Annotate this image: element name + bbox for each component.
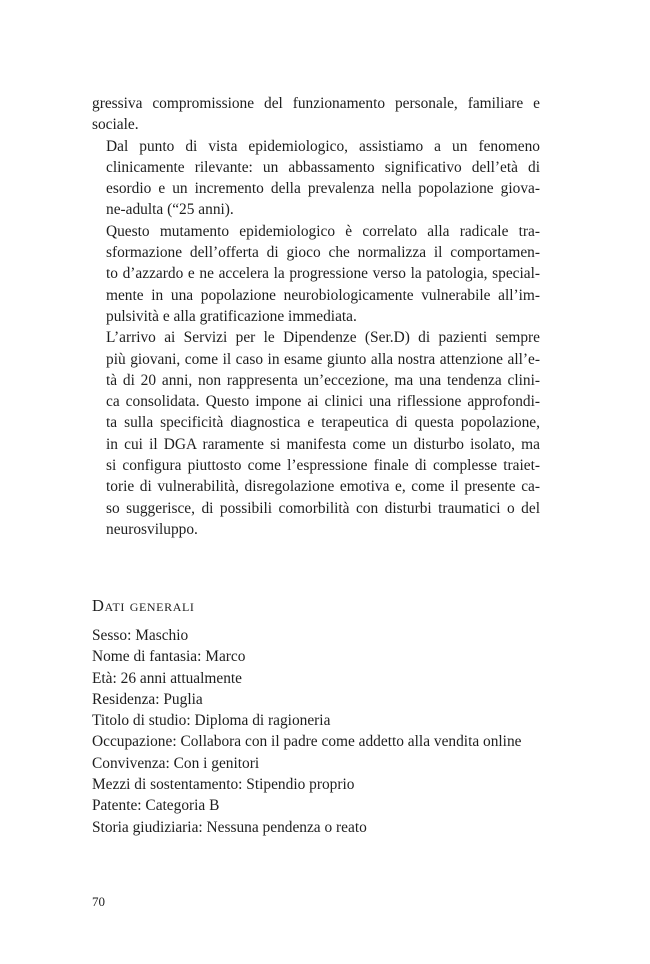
text-line: pulsività e alla gratificazione immediata. — [106, 307, 357, 325]
body-text — [92, 93, 540, 540]
text-line: sociale. — [92, 116, 139, 134]
body-paragraph — [92, 136, 540, 221]
text-line: neurosviluppo. — [106, 520, 198, 538]
text-line: più giovani, come il caso in esame giunto alla nostra attenzione all’e- — [106, 350, 540, 368]
text-line: Dal punto di vista epidemiologico, assistiamo a un fenomeno — [106, 137, 540, 155]
list-item-occupation: Occupazione: Collabora con il padre come addetto alla vendita online — [92, 733, 522, 751]
text-line: clinicamente rilevante: un abbassamento significativo dell’età di — [106, 158, 540, 176]
text-line: in cui il DGA raramente si manifesta come un disturbo isolato, ma — [106, 435, 540, 453]
text-line: mente in una popolazione neurobiologicamente vulnerabile all’im- — [106, 286, 540, 304]
list-item-income: Mezzi di sostentamento: Stipendio proprio — [92, 776, 355, 794]
text-line: L’arrivo ai Servizi per le Dipendenze (Ser.D) di pazienti sempre — [106, 329, 540, 347]
list-item-cohabitation: Convivenza: Con i genitori — [92, 754, 260, 772]
page-number: 70 — [92, 894, 105, 909]
text-line: si configura piuttosto come l’espressione finale di complesse traiet- — [106, 457, 540, 475]
general-data-section — [92, 596, 540, 838]
body-paragraph — [92, 93, 540, 136]
text-line: Questo mutamento epidemiologico è correlato alla radicale tra- — [106, 222, 540, 240]
text-line: tà di 20 anni, non rappresenta un’eccezione, ma una tendenza clini- — [106, 371, 540, 389]
general-data-list — [92, 625, 540, 838]
text-line: gressiva compromissione del funzionamento personale, familiare e — [92, 95, 540, 112]
list-item-education: Titolo di studio: Diploma di ragioneria — [92, 712, 331, 730]
list-item-residence: Residenza: Puglia — [92, 690, 203, 708]
text-line: so suggerisce, di possibili comorbilità con disturbi traumatici o del — [106, 499, 540, 517]
body-paragraph — [92, 221, 540, 327]
body-paragraph — [92, 327, 540, 540]
section-title: Dati generali — [92, 596, 195, 615]
text-line: ta sulla specificità diagnostica e terapeutica di questa popolazione, — [106, 414, 540, 432]
text-line: esordio e un incremento della prevalenza nella popolazione giova- — [106, 180, 540, 198]
list-item-fictitious-name: Nome di fantasia: Marco — [92, 648, 246, 666]
text-line: ne-adulta (“25 anni). — [106, 201, 234, 219]
list-item-age: Età: 26 anni attualmente — [92, 669, 243, 687]
list-item-sex: Sesso: Maschio — [92, 627, 189, 644]
text-line: sformazione dell’offerta di gioco che normalizza il comportamen- — [106, 244, 540, 262]
text-line: to d’azzardo e ne accelera la progressione verso la patologia, special- — [106, 265, 540, 283]
list-item-license: Patente: Categoria B — [92, 797, 220, 815]
list-item-legal-history: Storia giudiziaria: Nessuna pendenza o reato — [92, 818, 367, 836]
text-line: ca consolidata. Questo impone ai clinici una riflessione approfondi- — [106, 393, 540, 411]
text-line: torie di vulnerabilità, disregolazione emotiva e, come il presente ca- — [106, 478, 540, 496]
